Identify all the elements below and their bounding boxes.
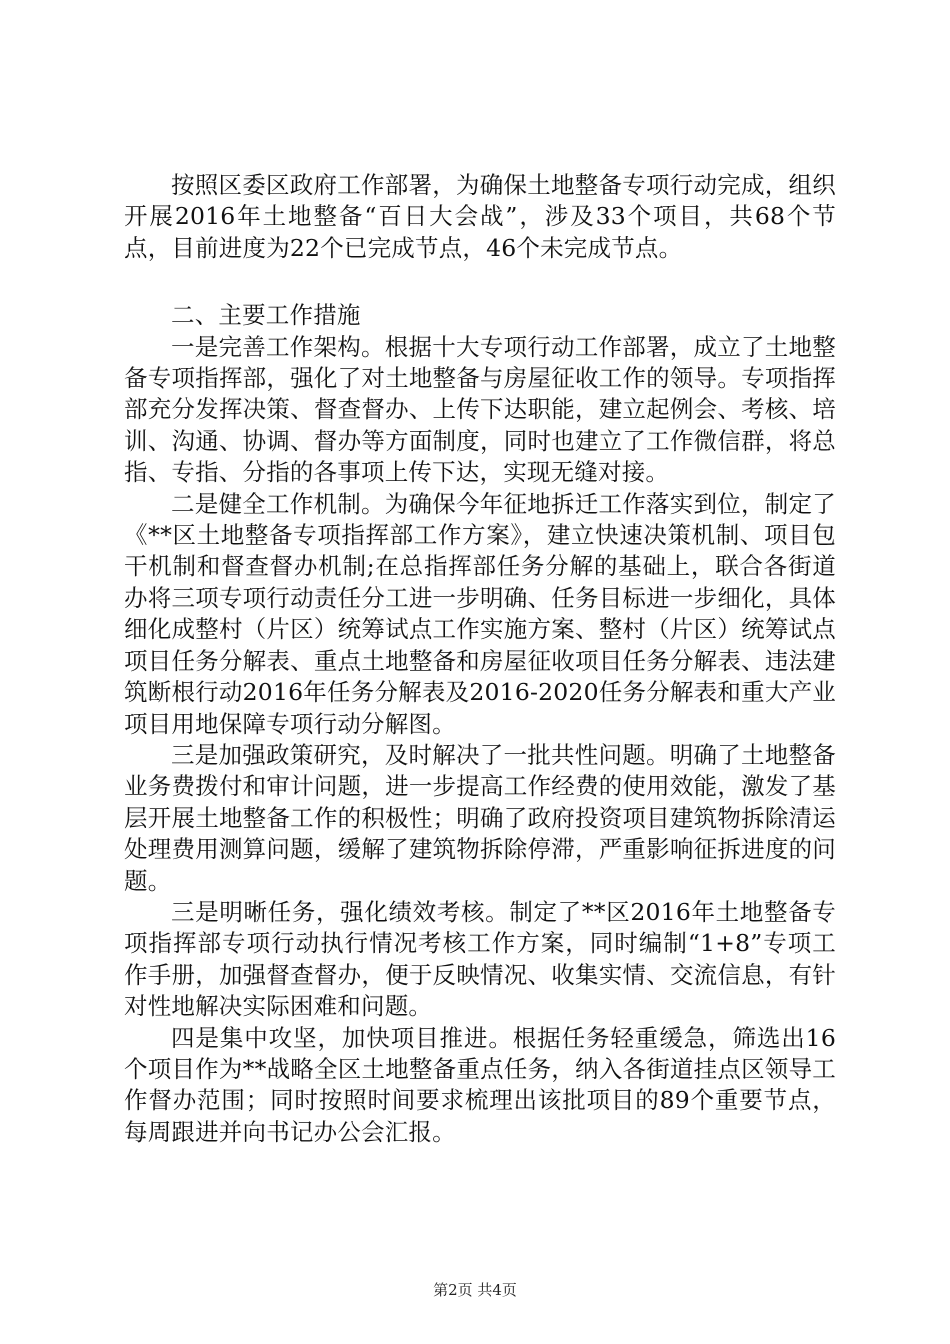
page-footer: 第2页 共4页 xyxy=(433,1281,517,1299)
paragraph-4: 三是明晰任务，强化绩效考核。制定了**区2016年土地整备专项指挥部专项行动执行情况考核工作方案，同时编制“1+8”专项工作手册，加强督查督办，便于反映情况、收集实情、交流信息，有针对性地解决实际困难和问题。 xyxy=(124,897,836,1021)
document-body xyxy=(124,170,836,1148)
paragraph-5: 四是集中攻坚，加快项目推进。根据任务轻重缓急，筛选出16个项目作为**战略全区土地整备重点任务，纳入各街道挂点区领导工作督办范围；同时按照时间要求梳理出该批项目的89个重要节点，每周跟进并向书记办公会汇报。 xyxy=(124,1023,836,1146)
paragraph-3: 三是加强政策研究，及时解决了一批共性问题。明确了土地整备业务费拨付和审计问题，进一步提高工作经费的使用效能，激发了基层开展土地整备工作的积极性；明确了政府投资项目建筑物拆除清运处理费用测算问题，缓解了建筑物拆除停滞，严重影响征拆进度的问题。 xyxy=(124,740,836,895)
paragraph-1: 一是完善工作架构。根据十大专项行动工作部署，成立了土地整备专项指挥部，强化了对土地整备与房屋征收工作的领导。专项指挥部充分发挥决策、督查督办、上传下达职能，建立起例会、考核、培训、沟通、协调、督办等方面制度，同时也建立了工作微信群，将总指、专指、分指的各事项上传下达，实现无缝对接。 xyxy=(124,332,836,487)
section-heading: 二、主要工作措施 xyxy=(171,301,361,330)
paragraph-spacer xyxy=(124,264,836,300)
paragraph-2: 二是健全工作机制。为确保今年征地拆迁工作落实到位，制定了《**区土地整备专项指挥部工作方案》，建立快速决策机制、项目包干机制和督查督办机制;在总指挥部任务分解的基础上，联合各街道办将三项专项行动责任分工进一步明确、任务目标进一步细化，具体细化成整村（片区）统筹试点工作实施方案、整村（片区）统筹试点项目任务分解表、重点土地整备和房屋征收项目任务分解表、违法建筑断根行动2016年任务分解表及2016-2020任务分解表和重大产业项目用地保障专项行动分解图。 xyxy=(124,489,836,738)
intro-paragraph: 按照区委区政府工作部署，为确保土地整备专项行动完成，组织开展2016年土地整备“百日大会战”，涉及33个项目，共68个节点，目前进度为22个已完成节点，46个未完成节点。 xyxy=(124,171,836,262)
